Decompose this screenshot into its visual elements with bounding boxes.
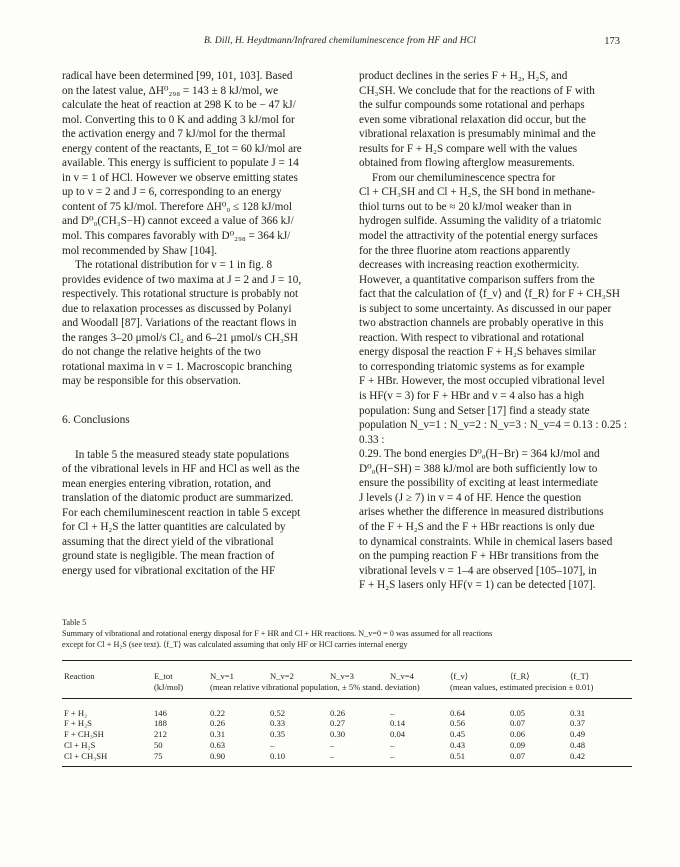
- text-line: and D⁰₀(CH₃S−H) cannot exceed a value of 366 kJ/: [62, 215, 294, 228]
- text-line: F + HBr. However, the most occupied vibrational level: [359, 375, 605, 388]
- text-line: vibrational relaxation is presumably minimal and the: [359, 128, 596, 141]
- text-line: calculate the heat of reaction at 298 K to be − 47 kJ/: [62, 99, 296, 112]
- text-line: even some vibrational relaxation did occur, but the: [359, 113, 586, 126]
- text-line: is HF(v = 3) for F + HBr and v = 4 also has a high: [359, 390, 584, 403]
- col-header-nv1: N_v=1: [208, 661, 268, 682]
- text-line: up to v = 2 and J = 6, corresponding to an energy: [62, 186, 282, 199]
- table-header-row: [62, 661, 632, 682]
- text-line: thiol turns out to be ≈ 20 kJ/mol weaker than in: [359, 200, 572, 213]
- value-cell: 0.09: [510, 739, 526, 750]
- value-cell: 0.63: [210, 739, 226, 750]
- text-line: Cl + CH₃SH and Cl + H₂S, the SH bond in methane-: [359, 186, 596, 199]
- text-line: assuming that the direct yield of the vibrational: [62, 535, 274, 548]
- text-line: mean energies entering vibration, rotation, and: [62, 477, 271, 490]
- text-line: rotational maxima in v = 1. Macroscopic branching: [62, 360, 292, 373]
- text-line: population: Sung and Setser [17] find a steady state: [359, 404, 590, 417]
- value-cell: 0.04: [390, 729, 406, 740]
- reaction-cell: F + H₂S: [64, 718, 92, 729]
- text-line: to corresponding triatomic systems as for example: [359, 360, 585, 373]
- col-header-fv: ⟨f_v⟩: [448, 661, 508, 682]
- body-paragraph: [359, 171, 627, 593]
- text-line: fact that the calculation of ⟨f_v⟩ and ⟨f_R⟩ for F + CH₃SH: [359, 288, 620, 301]
- text-line: on the latest value, ΔH⁰₂₉₈ = 143 ± 8 kJ/mol, we: [62, 84, 279, 97]
- table-row: [62, 718, 632, 729]
- text-line: In table 5 the measured steady state populations: [75, 448, 290, 461]
- value-cell: 0.49: [570, 729, 586, 740]
- body-paragraph: [359, 69, 627, 171]
- value-cell: 0.26: [330, 707, 346, 718]
- text-line: energy disposal the reaction F + H₂S behaves similar: [359, 346, 596, 359]
- text-line: translation of the diatomic product are summarized.: [62, 492, 294, 505]
- text-line: in v = 1 of HCl. However we observe emitting states: [62, 171, 298, 184]
- text-line: do not change the relative heights of the two: [62, 346, 261, 359]
- text-line: two abstraction channels are probably operative in this: [359, 317, 604, 330]
- value-cell: 146: [154, 707, 167, 718]
- page-number: 173: [604, 36, 620, 47]
- value-cell: 50: [154, 739, 163, 750]
- table-row: [62, 740, 632, 751]
- col-header-ft: ⟨f_T⟩: [568, 661, 632, 682]
- reaction-cell: F + CH₃SH: [64, 729, 104, 740]
- text-line: for the three fluorine atom reactions apparently: [359, 244, 571, 257]
- value-cell: 0.30: [330, 729, 346, 740]
- text-line: available. This energy is sufficient to populate J = 14: [62, 157, 299, 170]
- text-line: ensure the possibility of exciting at least intermediate: [359, 477, 598, 490]
- text-line: reaction. With respect to vibrational and rotational: [359, 331, 585, 344]
- table-caption: [62, 628, 632, 650]
- body-paragraph: [62, 69, 338, 258]
- text-line: due to relaxation processes as discussed by Polanyi: [62, 302, 292, 315]
- value-cell: 0.37: [570, 718, 586, 729]
- value-cell: 0.31: [210, 729, 226, 740]
- text-line: J levels (J ≥ 7) in v = 4 of HF. Hence the question: [359, 491, 582, 504]
- text-line: of the F + H₂S and the F + HBr reactions is only due: [359, 520, 595, 533]
- value-cell: 0.52: [270, 707, 286, 718]
- text-line: D⁰₀(H−SH) = 388 kJ/mol are both sufficiently low to: [359, 462, 598, 475]
- text-line: model the attractivity of the potential energy surfaces: [359, 230, 598, 243]
- running-header: [0, 36, 680, 52]
- text-line: For each chemiluminescent reaction in table 5 except: [62, 506, 301, 519]
- text-line: the ranges 3–20 μmol/s Cl₂ and 6–21 μmol/s CH₃SH: [62, 331, 299, 344]
- value-cell: 0.07: [510, 718, 526, 729]
- value-cell: –: [390, 739, 395, 750]
- value-cell: –: [390, 707, 395, 718]
- text-line: product declines in the series F + H₂, H₂S, and: [359, 70, 568, 82]
- text-line: arises whether the difference in measured distributions: [359, 506, 604, 519]
- value-cell: 0.05: [510, 707, 526, 718]
- value-cell: 0.14: [390, 718, 406, 729]
- text-line: 0.29. The bond energies D⁰₀(H−Br) = 364 kJ/mol and: [359, 448, 600, 461]
- section-heading: 6. Conclusions: [62, 414, 130, 427]
- text-line: population N_v=1 : N_v=2 : N_v=3 : N_v=4 = 0.13 : 0.25 : 0.33 :: [359, 419, 627, 446]
- table-caption-line: Summary of vibrational and rotational energy disposal for F + HR and Cl + HR reactions. N_v=0 = 0 was assumed for all reactions: [62, 629, 493, 638]
- col-header-nv4: N_v=4: [388, 661, 448, 682]
- text-line: ground state is negligible. The mean fraction of: [62, 550, 275, 563]
- value-cell: 75: [152, 751, 208, 766]
- value-cell: 212: [154, 729, 167, 740]
- left-column: [62, 69, 338, 579]
- population-note: (mean relative vibrational population, ± 5% stand. deviation): [208, 682, 448, 698]
- table-subheader-row: [62, 682, 632, 698]
- col-header-fr: ⟨f_R⟩: [508, 661, 568, 682]
- value-cell: 0.45: [450, 729, 466, 740]
- text-line: and Woodall [87]. Variations of the reactant flows in: [62, 317, 297, 330]
- etot-unit: (kJ/mol): [152, 682, 208, 698]
- text-line: results for F + H₂S compare well with the values: [359, 142, 578, 155]
- text-line: content of 75 kJ/mol. Therefore ΔH⁰₀ ≤ 128 kJ/mol: [62, 200, 292, 213]
- value-cell: 0.10: [268, 751, 328, 766]
- text-line: the sulfur compounds some rotational and perhaps: [359, 99, 585, 112]
- value-cell: 0.64: [450, 707, 466, 718]
- text-line: the activation energy and 7 kJ/mol for the thermal: [62, 128, 286, 141]
- text-line: is subject to some uncertainty. As discussed in our paper: [359, 302, 612, 315]
- text-line: F + H₂S lasers only HF(v = 1) can be detected [107].: [359, 579, 596, 592]
- table-caption-line: except for Cl + H₂S (see text). ⟨f_T⟩ was calculated assuming that only HF or HCl carries internal energy: [62, 640, 408, 649]
- value-cell: –: [270, 739, 275, 750]
- reaction-cell: F + H₂: [64, 707, 88, 718]
- text-line: energy content of the reactants, E_tot = 60 kJ/mol are: [62, 142, 302, 155]
- col-header-nv2: N_v=2: [268, 661, 328, 682]
- text-line: The rotational distribution for v = 1 in fig. 8: [75, 259, 273, 272]
- running-title: B. Dill, H. Heydtmann/Infrared chemiluminescence from HF and HCl: [204, 36, 476, 46]
- body-paragraph: [62, 448, 338, 579]
- text-line: However, a quantitative comparison suffers from the: [359, 273, 595, 286]
- value-cell: 0.42: [568, 751, 632, 766]
- text-line: radical have been determined [99, 101, 103]. Based: [62, 70, 293, 82]
- value-cell: 188: [154, 718, 167, 729]
- table-row: [62, 729, 632, 740]
- value-cell: 0.27: [330, 718, 346, 729]
- col-header-nv3: N_v=3: [328, 661, 388, 682]
- value-cell: 0.51: [448, 751, 508, 766]
- text-line: decreases with increasing reaction exothermicity.: [359, 259, 580, 272]
- value-cell: –: [330, 739, 335, 750]
- value-cell: 0.33: [270, 718, 286, 729]
- value-cell: 0.07: [508, 751, 568, 766]
- col-header-reaction: Reaction: [62, 661, 152, 682]
- text-line: mol. This compares favorably with D⁰₂₉₈ = 364 kJ/: [62, 230, 291, 243]
- text-line: provides evidence of two maxima at J = 2 and J = 10,: [62, 273, 302, 286]
- table-5: [62, 617, 632, 767]
- value-cell: 0.90: [208, 751, 268, 766]
- value-cell: 0.35: [270, 729, 286, 740]
- value-cell: –: [388, 751, 448, 766]
- value-cell: 0.31: [570, 707, 586, 718]
- table-label: Table 5: [62, 618, 87, 627]
- reaction-cell: Cl + CH₃SH: [62, 751, 152, 766]
- body-paragraph: [62, 258, 338, 389]
- text-line: for Cl + H₂S the latter quantities are calculated by: [62, 521, 286, 534]
- value-cell: 0.26: [210, 718, 226, 729]
- energy-disposal-table: [62, 660, 632, 767]
- reaction-cell: Cl + H₂S: [64, 739, 96, 750]
- fraction-note: (mean values, estimated precision ± 0.01): [448, 682, 632, 698]
- value-cell: 0.56: [450, 718, 466, 729]
- table-row: [62, 751, 632, 766]
- text-line: vibrational levels v = 1–4 are observed [105–107], in: [359, 564, 597, 577]
- text-line: mol. Converting this to 0 K and adding 3 kJ/mol for: [62, 113, 295, 126]
- value-cell: –: [328, 751, 388, 766]
- text-line: on the pumping reaction F + HBr transitions from the: [359, 550, 599, 563]
- table-row: [62, 698, 632, 718]
- text-line: From our chemiluminescence spectra for: [372, 171, 556, 184]
- value-cell: 0.06: [510, 729, 526, 740]
- text-line: of the vibrational levels in HF and HCl as well as the: [62, 463, 300, 476]
- text-line: hydrogen sulfide. Assuming the validity of a triatomic: [359, 215, 602, 228]
- col-header-etot: E_tot: [152, 661, 208, 682]
- text-line: to dynamical constraints. While in chemical lasers based: [359, 535, 613, 548]
- text-line: mol recommended by Shaw [104].: [62, 244, 218, 257]
- text-line: may be responsible for this observation.: [62, 375, 241, 388]
- text-line: respectively. This rotational structure is probably not: [62, 288, 299, 301]
- text-line: obtained from flowing afterglow measurements.: [359, 157, 575, 170]
- value-cell: 0.43: [450, 739, 466, 750]
- text-line: energy used for vibrational excitation of the HF: [62, 564, 276, 577]
- right-column: [359, 69, 627, 593]
- text-line: CH₃SH. We conclude that for the reactions of F with: [359, 84, 595, 97]
- value-cell: 0.48: [570, 739, 586, 750]
- value-cell: 0.22: [210, 707, 226, 718]
